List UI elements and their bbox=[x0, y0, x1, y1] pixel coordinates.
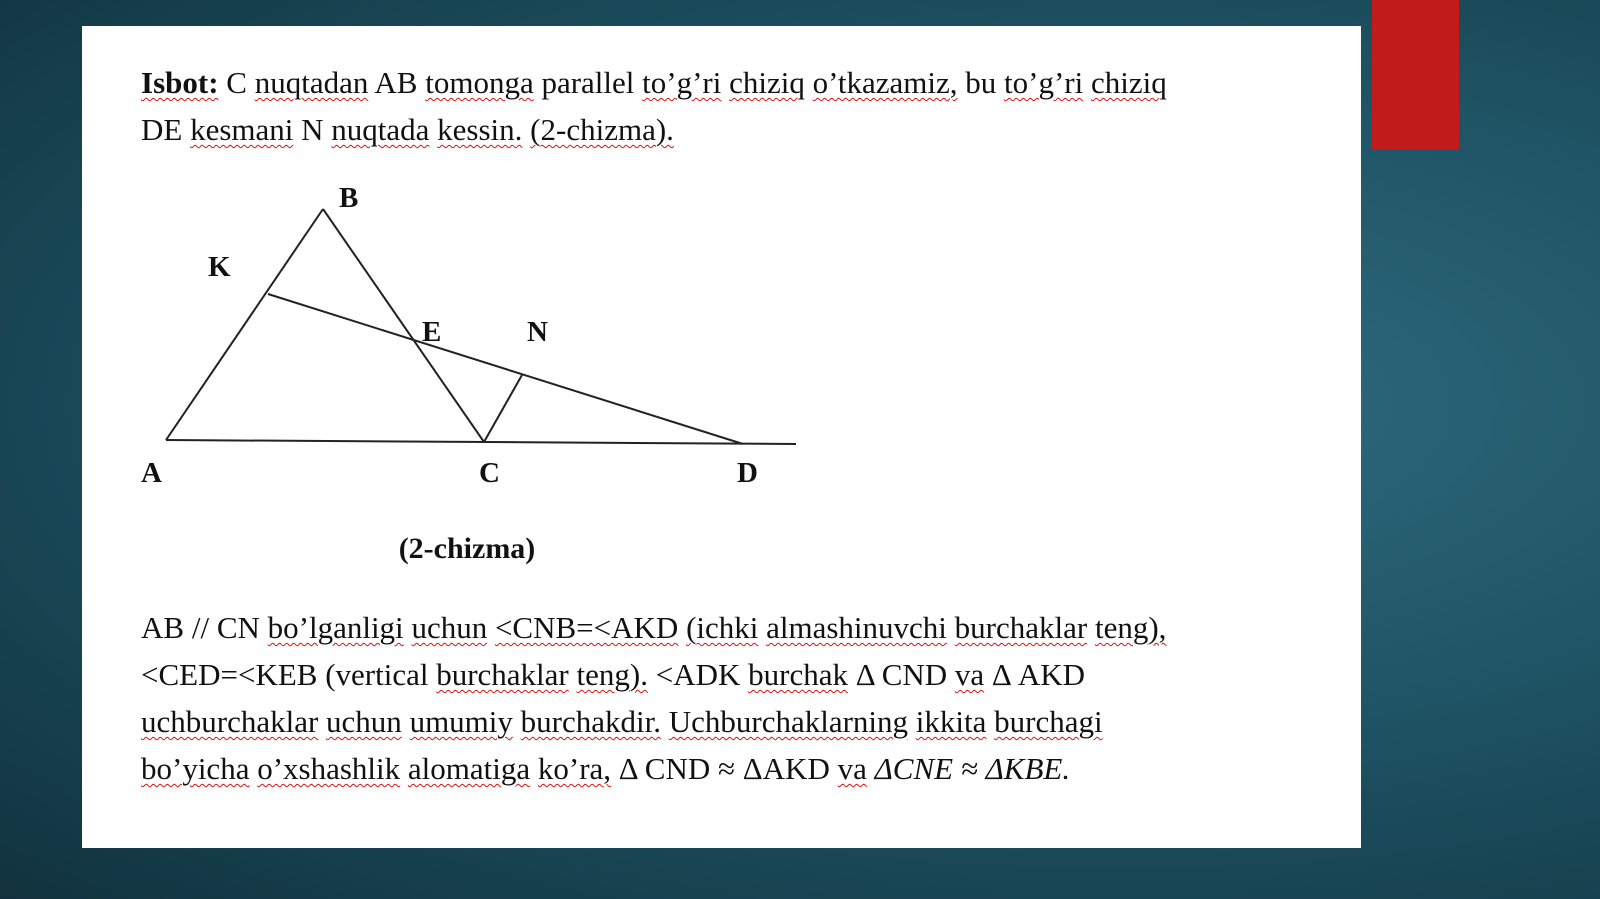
proof-word: o’tkazamiz, bbox=[812, 65, 958, 100]
proof-word: to’g’ri bbox=[642, 65, 722, 100]
conclusion-word: <CNB=<AKD bbox=[494, 610, 679, 645]
conclusion-paragraph bbox=[141, 604, 1307, 792]
conclusion-word: uchun bbox=[326, 704, 402, 739]
conclusion-word: ko’ra, bbox=[537, 751, 612, 786]
proof-word: N bbox=[301, 112, 324, 147]
conclusion-word: almashinuvchi bbox=[766, 610, 947, 645]
conclusion-word: Uchburchaklarning bbox=[668, 704, 909, 739]
segment-AB bbox=[166, 209, 323, 440]
point-label-C: C bbox=[479, 457, 500, 489]
conclusion-word: AB bbox=[141, 610, 185, 645]
proof-word: C bbox=[226, 65, 247, 100]
conclusion-word: Δ AKD bbox=[991, 657, 1086, 692]
conclusion-word: va bbox=[837, 751, 867, 786]
point-label-N: N bbox=[527, 316, 548, 348]
point-label-E: E bbox=[422, 316, 442, 348]
conclusion-word: uchun bbox=[411, 610, 488, 645]
conclusion-word: umumiy bbox=[409, 704, 513, 739]
conclusion-word: alomatiga bbox=[407, 751, 531, 786]
conclusion-word: teng), bbox=[1094, 610, 1167, 645]
conclusion-word: burchaklar bbox=[436, 657, 569, 692]
segment-BC bbox=[323, 209, 484, 442]
figure-caption: (2-chizma) bbox=[398, 532, 536, 565]
proof-label: Isbot: bbox=[141, 65, 219, 100]
accent-tab bbox=[1372, 0, 1459, 150]
similarity-2: ΔCNE ≈ ΔKBE. bbox=[874, 751, 1071, 786]
conclusion-word: teng). bbox=[576, 657, 648, 692]
segment-KD bbox=[268, 294, 743, 444]
conclusion-word: (vertical bbox=[325, 657, 429, 692]
point-label-K: K bbox=[208, 251, 231, 283]
proof-word: chiziq bbox=[1090, 65, 1167, 100]
segment-AD bbox=[166, 440, 796, 444]
conclusion-word: uchburchaklar bbox=[141, 704, 319, 739]
proof-word: to’g’ri bbox=[1004, 65, 1084, 100]
proof-word: AB bbox=[374, 65, 418, 100]
conclusion-word: (ichki bbox=[686, 610, 759, 645]
conclusion-word: Δ CND bbox=[855, 657, 948, 692]
proof-word: kessin. bbox=[437, 112, 523, 147]
point-label-A: A bbox=[141, 457, 162, 489]
conclusion-word: CN bbox=[216, 610, 260, 645]
conclusion-word: // bbox=[191, 610, 210, 645]
conclusion-word: va bbox=[954, 657, 985, 692]
proof-word: DE bbox=[141, 112, 183, 147]
conclusion-word: <ADK bbox=[655, 657, 741, 692]
conclusion-word: burchakdir. bbox=[520, 704, 661, 739]
proof-word: tomonga bbox=[425, 65, 534, 100]
proof-word: (2-chizma). bbox=[530, 112, 674, 147]
proof-word: nuqtada bbox=[331, 112, 430, 147]
conclusion-word: bo’lganligi bbox=[267, 610, 404, 645]
conclusion-word: burchagi bbox=[994, 704, 1103, 739]
proof-word: chiziq bbox=[729, 65, 805, 100]
conclusion-word: <CED=<KEB bbox=[141, 657, 318, 692]
conclusion-word: bo’yicha bbox=[141, 751, 250, 786]
proof-word: parallel bbox=[541, 65, 635, 100]
point-label-D: D bbox=[737, 457, 758, 489]
conclusion-word: burchaklar bbox=[954, 610, 1088, 645]
proof-word: bu bbox=[965, 65, 997, 100]
point-label-B: B bbox=[339, 182, 359, 214]
conclusion-word: o’xshashlik bbox=[257, 751, 401, 786]
conclusion-word: burchak bbox=[748, 657, 848, 692]
slide-card bbox=[82, 26, 1361, 848]
proof-word: kesmani bbox=[190, 112, 294, 147]
conclusion-word: ikkita bbox=[915, 704, 987, 739]
proof-word: nuqtadan bbox=[254, 65, 369, 100]
similarity-1: Δ CND ≈ ΔAKD bbox=[618, 751, 830, 786]
segment-CN bbox=[484, 375, 522, 442]
